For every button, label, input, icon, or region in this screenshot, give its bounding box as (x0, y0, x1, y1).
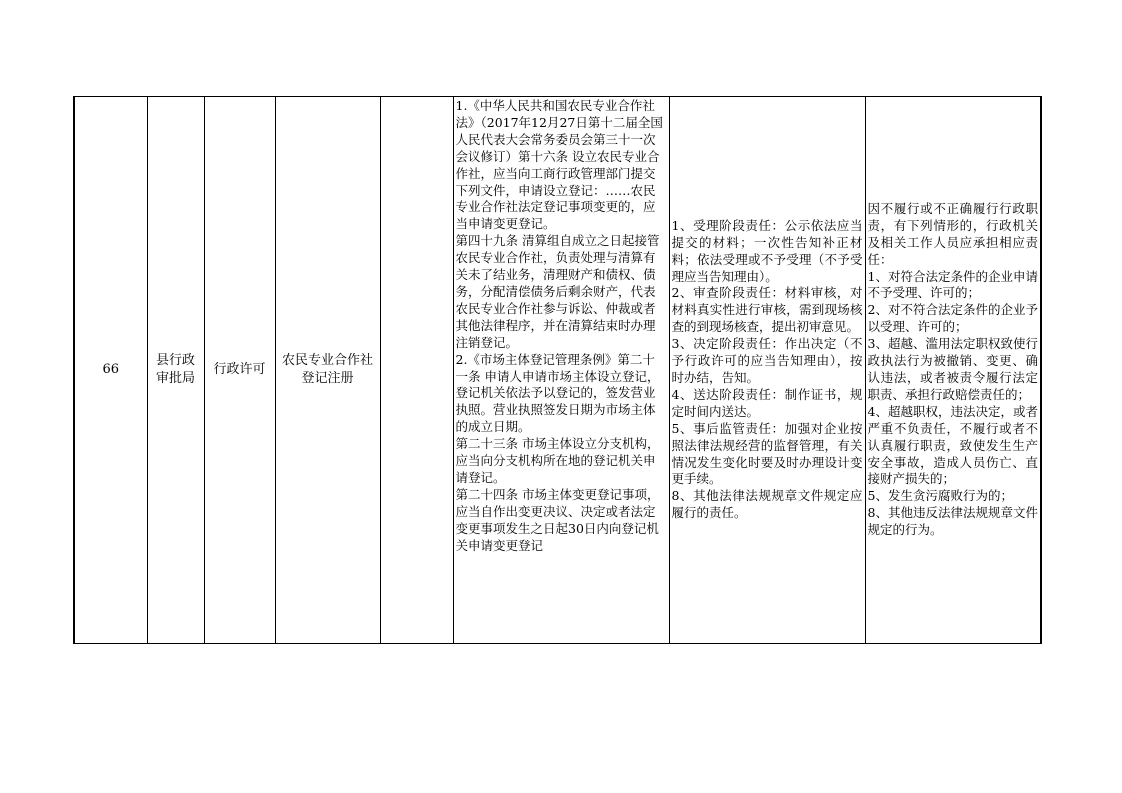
liability-item: 因不履行或不正确履行行政职责，有下列情形的，行政机关及相关工作人员应承担相应责任： (867, 200, 1038, 267)
duty-item: 8、其他法律法规规章文件规定应履行的责任。 (671, 488, 863, 521)
category-cell: 行政许可 (204, 97, 275, 644)
duty-table (73, 96, 1042, 644)
duties-text (670, 218, 865, 522)
liability-item: 8、其他违反法律法规规章文件规定的行为。 (867, 505, 1038, 538)
sub-item-cell (380, 97, 453, 644)
duty-item: 5、事后监管责任：加强对企业按照法律法规经营的监督管理，有关情况发生变化时要及时办理设计变更手续。 (671, 420, 863, 487)
basis-paragraph: 2.《市场主体登记管理条例》第二十一条 申请人申请市场主体设立登记，登记机关依法予以登记的，签发营业执照。营业执照签发日期为市场主体的成立日期。 (455, 351, 660, 435)
basis-paragraph: 第四十九条 清算组自成立之日起接管农民专业合作社，负责处理与清算有关未了结业务，清理财产和债权、债务，分配清偿债务后剩余财产，代表农民专业合作社参与诉讼、仲裁或者其他法律程序，并在清算结束时办理注销登记。 (455, 233, 660, 350)
liability-item: 1、对符合法定条件的企业申请不予受理、许可的； (867, 268, 1038, 301)
basis-paragraph: 1.《中华人民共和国农民专业合作社法》（2017年12月27日第十二届全国人民代表大会常务委员会第三十一次会议修订）第十六条 设立农民专业合作社，应当向工商行政管理部门提交下列文件，申请设立登记：……农民专业合作社法定登记事项变更的，应当申请变更登记。 (455, 98, 663, 232)
basis-cell (453, 97, 669, 644)
duty-item: 4、送达阶段责任：制作证书，规定时间内送达。 (671, 386, 863, 419)
basis-text (454, 97, 669, 554)
duty-item: 3、决定阶段责任：作出决定（不予行政许可的应当告知理由），按时办结，告知。 (671, 336, 863, 385)
table-row (74, 97, 1041, 644)
liability-item: 4、超越职权，违法决定，或者严重不负责任，不履行或者不认真履行职责，致使发生生产安全事故，造成人员伤亡、直接财产损失的； (867, 403, 1038, 487)
row-number: 66 (74, 97, 147, 644)
liabilities-cell (865, 97, 1041, 644)
duty-item: 1、受理阶段责任：公示依法应当提交的材料；一次性告知补正材料；依法受理或不予受理（不予受理应当告知理由）。 (671, 217, 863, 284)
basis-paragraph: 第二十四条 市场主体变更登记事项，应当自作出变更决议、决定或者法定变更事项发生之日起30日内向登记机关申请变更登记 (455, 486, 660, 553)
duty-item: 2、审查阶段责任：材料审核，对材料真实性进行审核，需到现场核查的到现场核查，提出初审意见。 (671, 285, 863, 335)
item-name-cell: 农民专业合作社登记注册 (275, 97, 380, 644)
liability-item: 2、对不符合法定条件的企业予以受理、许可的； (867, 302, 1038, 335)
liability-item: 3、超越、滥用法定职权致使行政执法行为被撤销、变更、确认违法，或者被责令履行法定职责、承担行政赔偿责任的； (867, 336, 1038, 402)
liabilities-text (866, 201, 1041, 539)
basis-paragraph: 第二十三条 市场主体设立分支机构，应当向分支机构所在地的登记机关申请登记。 (455, 436, 660, 485)
duties-cell (669, 97, 865, 644)
liability-item: 5、发生贪污腐败行为的； (867, 488, 1013, 504)
department-cell: 县行政审批局 (147, 97, 204, 644)
